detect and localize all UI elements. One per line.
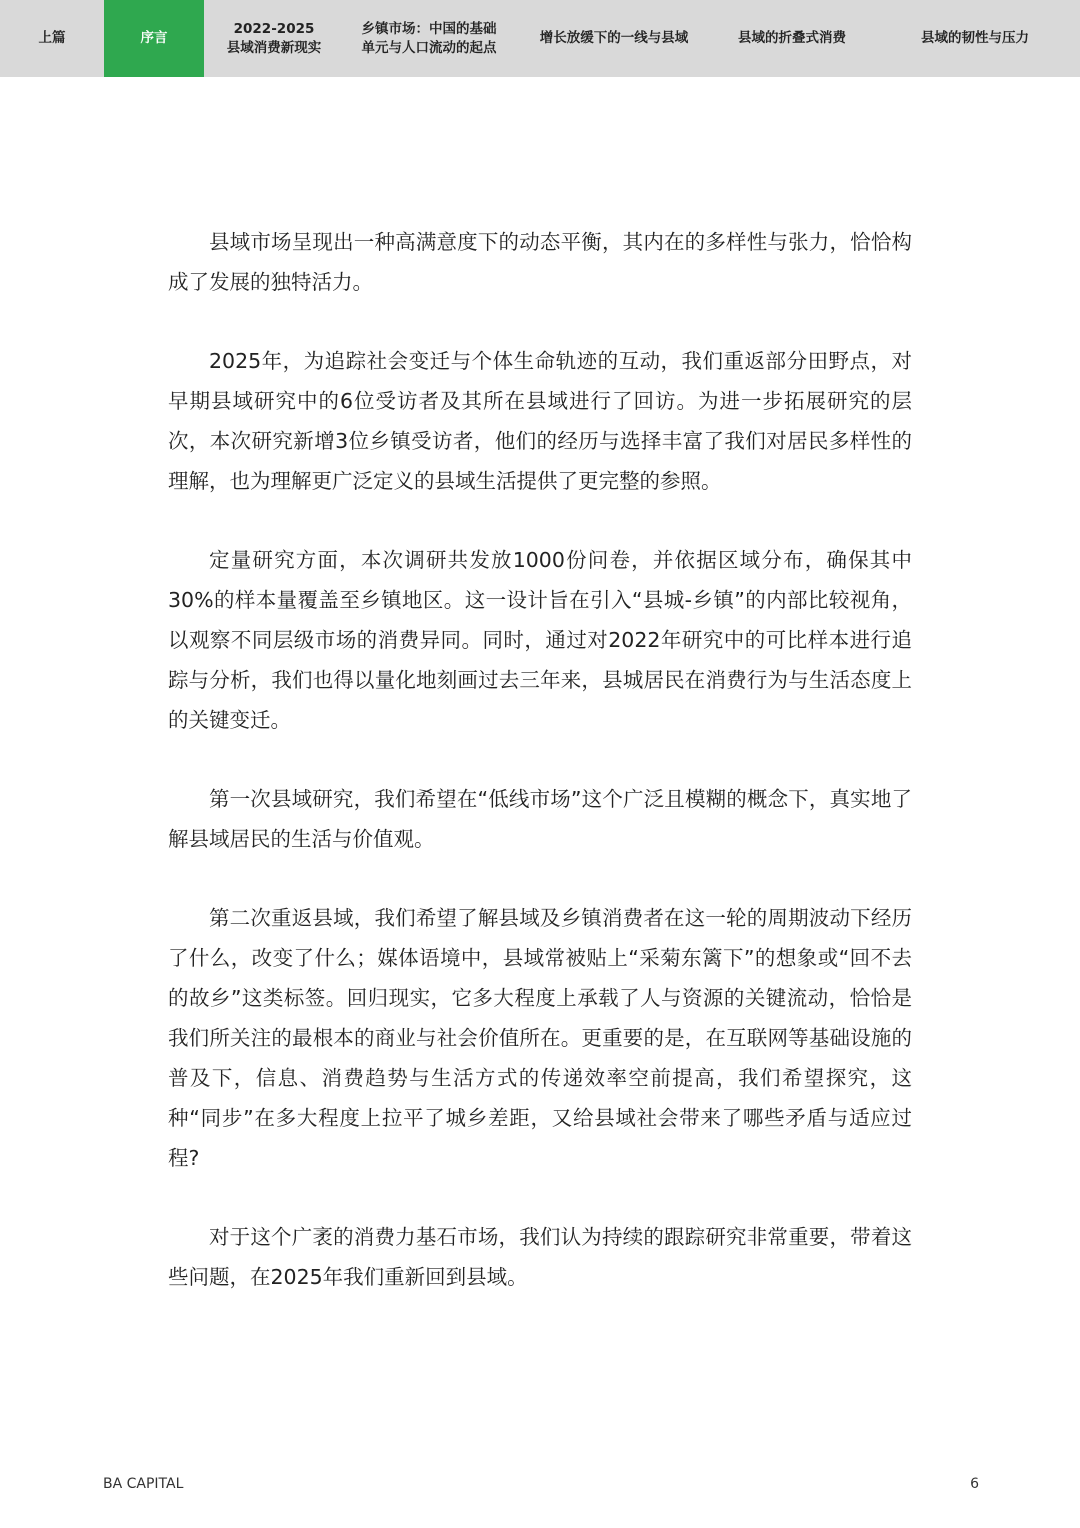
main-content xyxy=(168,222,912,1336)
nav-tab-part-one[interactable]: 上篇 xyxy=(38,30,66,46)
nav-tab-slowing-growth[interactable]: 增长放缓下的一线与县域 xyxy=(539,30,689,46)
paragraph-4: 第一次县域研究，我们希望在“低线市场”这个广泛且模糊的概念下，真实地了解县域居民的生活与价值观。 xyxy=(168,787,912,851)
footer-brand: BA CAPITAL xyxy=(103,1476,184,1492)
paragraph-1: 县域市场呈现出一种高满意度下的动态平衡，其内在的多样性与张力，恰恰构成了发展的独特活力。 xyxy=(168,230,912,294)
paragraph-6: 对于这个广袤的消费力基石市场，我们认为持续的跟踪研究非常重要，带着这些问题，在2025年我们重新回到县域。 xyxy=(168,1225,912,1289)
paragraph-2: 2025年，为追踪社会变迁与个体生命轨迹的互动，我们重返部分田野点，对早期县域研究中的6位受访者及其所在县域进行了回访。为进一步拓展研究的层次，本次研究新增3位乡镇受访者，他们的经历与选择丰富了我们对居民多样性的理解，也为理解更广泛定义的县域生活提供了更完整的参照。 xyxy=(168,349,912,493)
page-number: 6 xyxy=(970,1476,979,1492)
nav-tab-preface[interactable]: 序言 xyxy=(104,0,204,77)
paragraph-5: 第二次重返县域，我们希望了解县域及乡镇消费者在这一轮的周期波动下经历了什么，改变了什么；媒体语境中，县域常被贴上“采菊东篱下”的想象或“回不去的故乡”这类标签。回归现实，它多大程度上承载了人与资源的关键流动，恰恰是我们所关注的最根本的商业与社会价值所在。更重要的是，在互联网等基础设施的普及下，信息、消费趋势与生活方式的传递效率空前提高，我们希望探究，这种“同步”在多大程度上拉平了城乡差距，又给县域社会带来了哪些矛盾与适应过程? xyxy=(168,906,912,1170)
nav-tab-folded-consumption[interactable]: 县域的折叠式消费 xyxy=(738,30,846,46)
top-navigation xyxy=(0,0,1080,77)
nav-tab-resilience-pressure[interactable]: 县域的韧性与压力 xyxy=(921,30,1029,46)
nav-tab-county-consumption-reality[interactable]: 2022-2025 县域消费新现实 xyxy=(226,20,322,56)
paragraph-3: 定量研究方面，本次调研共发放1000份问卷，并依据区域分布，确保其中30%的样本量覆盖至乡镇地区。这一设计旨在引入“县城-乡镇”的内部比较视角，以观察不同层级市场的消费异同。同时，通过对2022年研究中的可比样本进行追踪与分析，我们也得以量化地刻画过去三年来，县城居民在消费行为与生活态度上的关键变迁。 xyxy=(168,548,912,732)
nav-tab-township-market[interactable]: 乡镇市场：中国的基础 单元与人口流动的起点 xyxy=(361,20,497,56)
